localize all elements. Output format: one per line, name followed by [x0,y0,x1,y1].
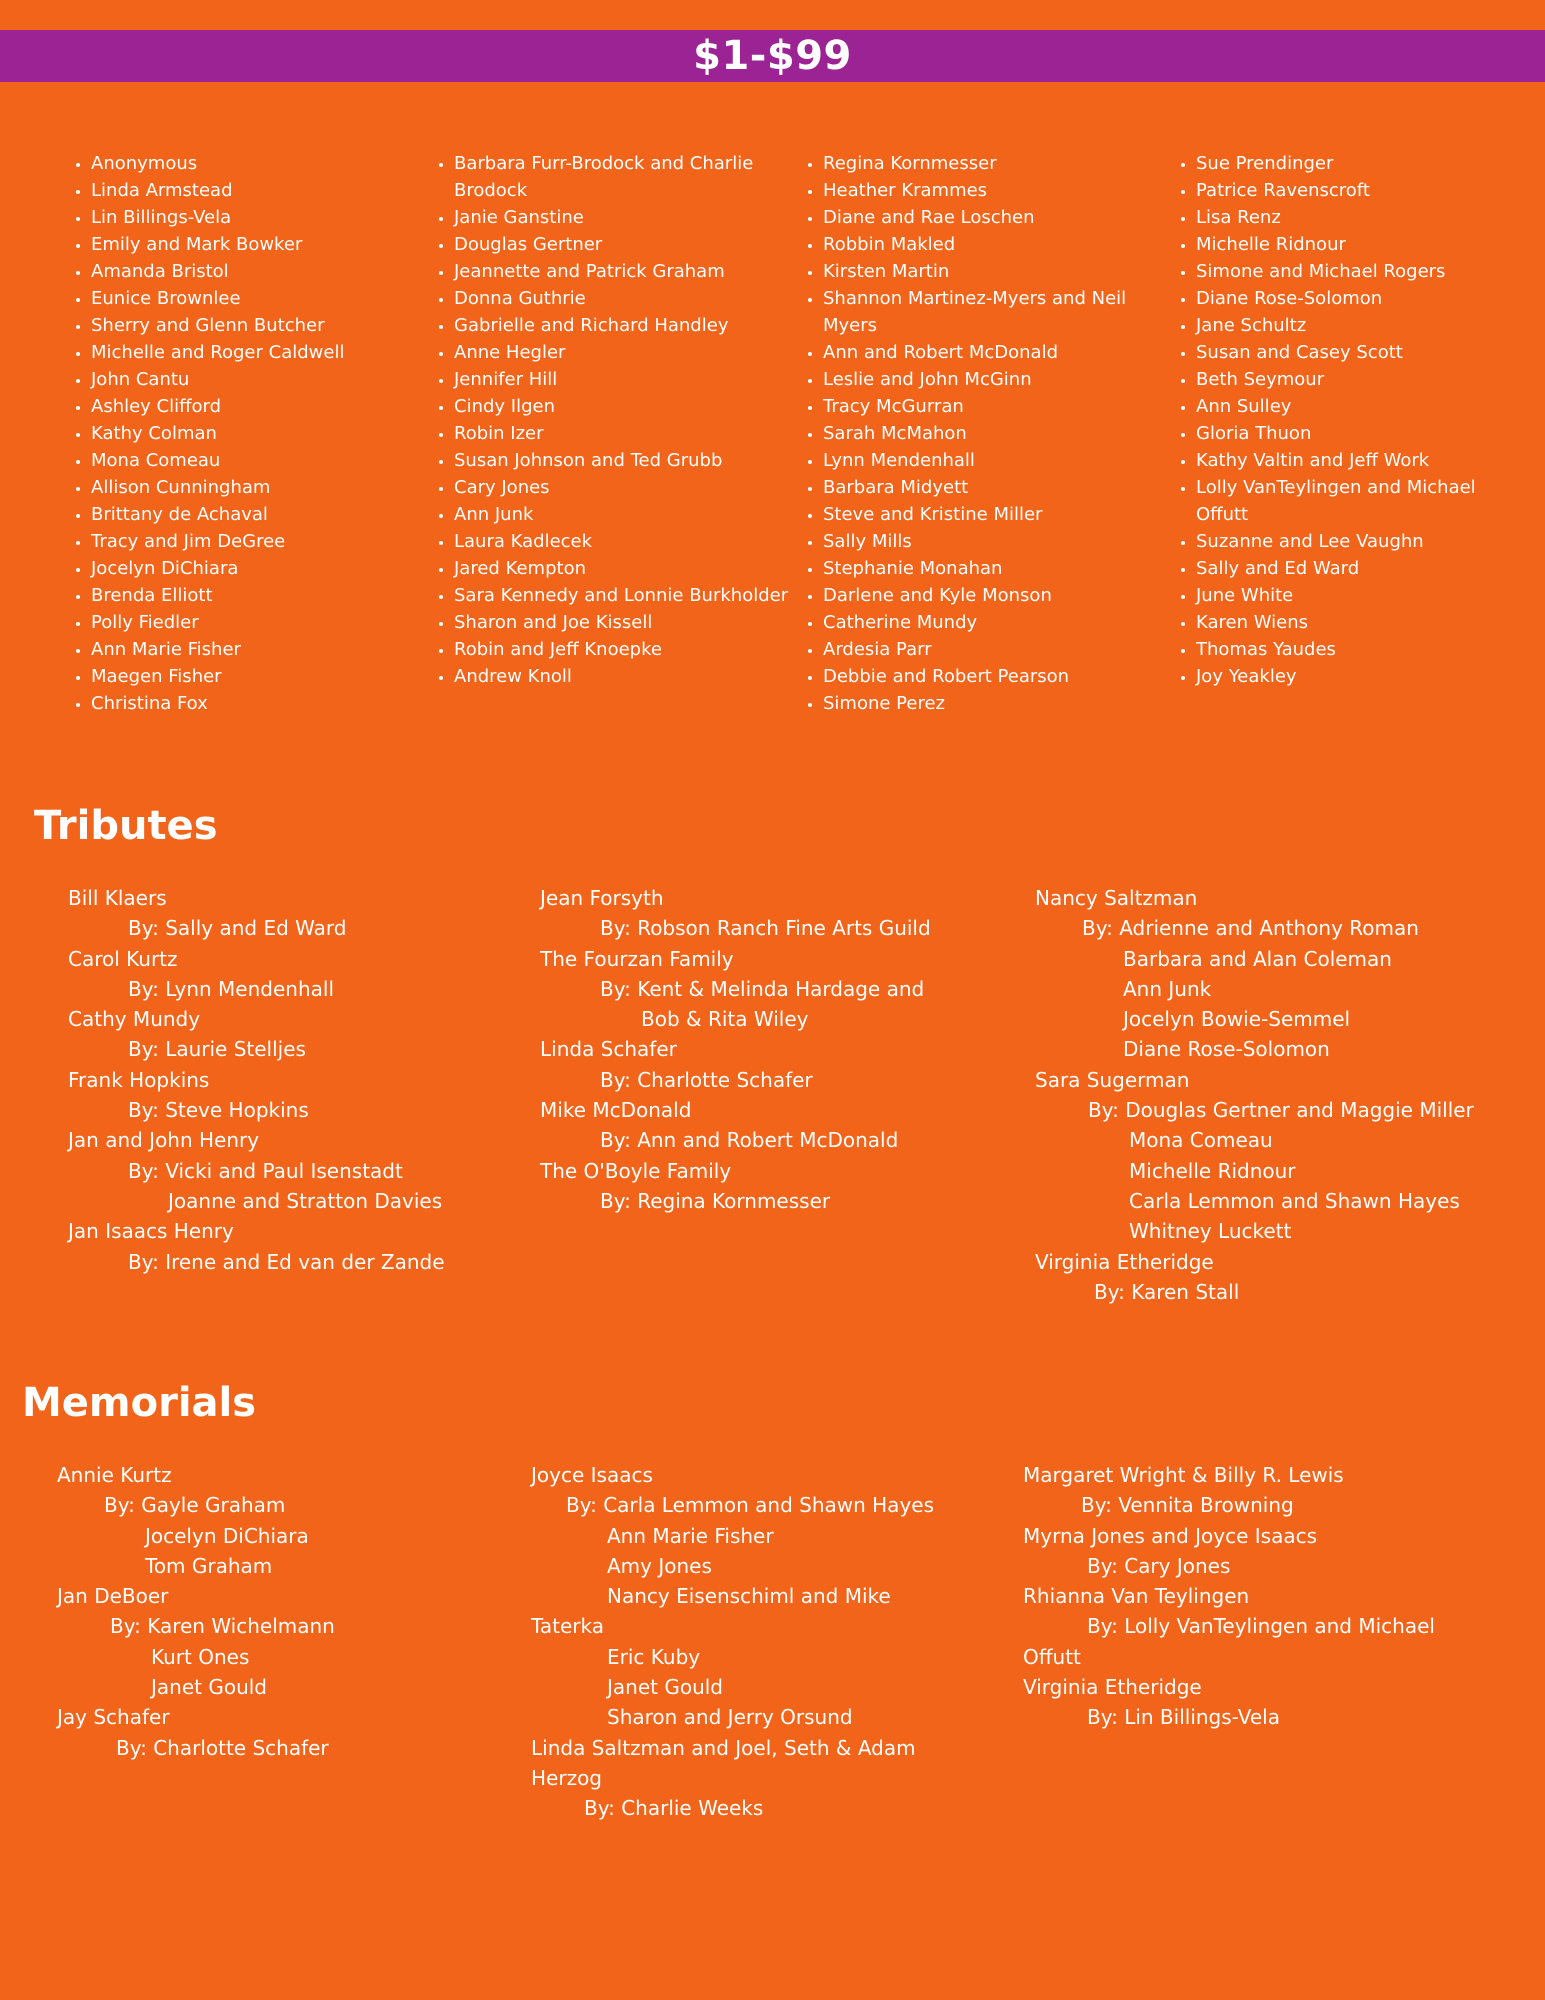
donor-credit: Ann Marie Fisher [607,1523,774,1548]
donor-name: • Cary Jones [454,474,794,501]
donor-credit: By: Adrienne and Anthony Roman [1082,916,1419,941]
honoree-name: The O'Boyle Family [540,1158,732,1183]
donor-name: • Sherry and Glenn Butcher [91,312,391,339]
donor-name: • Ann Marie Fisher [91,636,391,663]
donor-name: • Leslie and John McGinn [823,366,1168,393]
donor-credit: By: Charlotte Schafer [116,1735,329,1760]
donor-name: • Jared Kempton [454,555,794,582]
donor-credit: By: Regina Kornmesser [600,1188,831,1213]
donor-name: • Kathy Valtin and Jeff Work [1196,447,1531,474]
donor-name: • Jennifer Hill [454,366,794,393]
donor-name: • Gloria Thuon [1196,420,1531,447]
donor-credit: Jocelyn DiChiara [145,1523,309,1548]
donor-name: • Beth Seymour [1196,366,1531,393]
memorials-heading: Memorials [22,1380,257,1426]
donor-name: • Jocelyn DiChiara [91,555,391,582]
honoree-name: Nancy Saltzman [1035,886,1198,910]
honoree-name: Annie Kurtz [57,1463,172,1487]
donor-name: • Polly Fiedler [91,609,391,636]
donor-credit: Kurt Ones [151,1644,250,1669]
donor-name: • Brittany de Achaval [91,501,391,528]
donor-name: • Jeannette and Patrick Graham [454,258,794,285]
donor-name: • Tracy McGurran [823,393,1168,420]
donor-name: • Catherine Mundy [823,609,1168,636]
price-tier-banner [0,30,1545,82]
honoree-name: Jan and John Henry [68,1128,260,1153]
honoree-name: Herzog [531,1765,602,1790]
memorials-col1 [57,1460,335,1763]
donor-name: • Anonymous [91,150,391,177]
donor-name: • Barbara Furr-Brodock and Charlie Brodock [454,150,794,204]
donor-name: • Sue Prendinger [1196,150,1531,177]
donor-credit: Mona Comeau [1129,1128,1273,1153]
tributes-heading: Tributes [34,803,218,849]
donor-name: • Debbie and Robert Pearson [823,663,1168,690]
donor-name: • Susan and Casey Scott [1196,339,1531,366]
donor-credit: By: Charlie Weeks [584,1796,764,1821]
donor-credit: Ann Junk [1123,976,1212,1001]
honoree-name: Mike McDonald [540,1098,692,1123]
honoree-name: Rhianna Van Teylingen [1023,1584,1250,1609]
donor-name: • Ann Sulley [1196,393,1531,420]
honoree-name: Carol Kurtz [68,946,178,971]
memorials-col2 [531,1460,934,1824]
price-tier-title: $1-$99 [693,33,852,79]
honoree-name: Offutt [1023,1644,1081,1669]
donor-credit: Jocelyn Bowie-Semmel [1123,1007,1351,1032]
donor-name: • Lolly VanTeylingen and Michael Offutt [1196,474,1531,528]
donor-credit: By: Carla Lemmon and Shawn Hayes [566,1493,934,1518]
donor-credit: Carla Lemmon and Shawn Hayes [1129,1188,1460,1213]
donor-credit: By: Laurie Stelljes [128,1037,306,1062]
tributes-col1 [68,883,445,1277]
donor-name: • Amanda Bristol [91,258,391,285]
donor-name: • Suzanne and Lee Vaughn [1196,528,1531,555]
donor-name: • Sarah McMahon [823,420,1168,447]
donor-name: • Ann and Robert McDonald [823,339,1168,366]
donor-name: • Donna Guthrie [454,285,794,312]
donor-name: • Christina Fox [91,690,391,717]
honoree-name: Jay Schafer [57,1705,170,1730]
donor-credit: By: Cary Jones [1087,1553,1231,1578]
honoree-name: Bill Klaers [68,886,167,910]
donor-name: • Sally and Ed Ward [1196,555,1531,582]
donor-name: • Lisa Renz [1196,204,1531,231]
donor-credit: Barbara and Alan Coleman [1123,946,1392,971]
donor-name: • Simone Perez [823,690,1168,717]
donor-credit: By: Karen Wichelmann [110,1614,335,1639]
donor-list-col4 [1170,150,1531,690]
donor-name: • Andrew Knoll [454,663,794,690]
donor-credit: Whitney Luckett [1129,1219,1292,1244]
tributes-col3 [1035,883,1474,1307]
donor-name: • Jane Schultz [1196,312,1531,339]
donor-credit: Amy Jones [607,1553,712,1578]
donor-name: • Darlene and Kyle Monson [823,582,1168,609]
donor-credit: By: Sally and Ed Ward [128,916,347,941]
honoree-name: Cathy Mundy [68,1007,201,1032]
honoree-name: Linda Saltzman and Joel, Seth & Adam [531,1735,916,1760]
donor-credit: By: Robson Ranch Fine Arts Guild [600,916,931,941]
donor-name: • Emily and Mark Bowker [91,231,391,258]
donor-list-col2 [428,150,794,690]
donor-name: • Ardesia Parr [823,636,1168,663]
donor-credit: By: Steve Hopkins [128,1098,309,1123]
honoree-name: Joyce Isaacs [531,1463,653,1487]
donor-credit: By: Vennita Browning [1081,1493,1294,1518]
donor-name: • Eunice Brownlee [91,285,391,312]
honoree-name: The Fourzan Family [540,946,734,971]
donor-name: • Robin and Jeff Knoepke [454,636,794,663]
donor-name: • John Cantu [91,366,391,393]
honoree-name: Frank Hopkins [68,1067,210,1092]
donor-list-col3 [797,150,1168,717]
donor-credit: Eric Kuby [607,1644,701,1669]
honoree-name: Jan Isaacs Henry [68,1219,234,1244]
donor-name: • Lynn Mendenhall [823,447,1168,474]
donor-name: • Diane and Rae Loschen [823,204,1168,231]
donor-name: • Gabrielle and Richard Handley [454,312,794,339]
donor-name: • Stephanie Monahan [823,555,1168,582]
donor-credit: Nancy Eisenschiml and Mike [607,1584,891,1609]
donor-credit: Janet Gould [151,1675,267,1700]
donor-name: • Linda Armstead [91,177,391,204]
donor-name: • Tracy and Jim DeGree [91,528,391,555]
donor-name: • Patrice Ravenscroft [1196,177,1531,204]
tributes-col2 [540,883,931,1216]
donor-credit: By: Vicki and Paul Isenstadt [128,1158,403,1183]
donor-credit: By: Lolly VanTeylingen and Michael [1087,1614,1435,1639]
donor-credit: Janet Gould [607,1675,723,1700]
donor-name: • Sally Mills [823,528,1168,555]
donor-name: • Cindy Ilgen [454,393,794,420]
donor-credit: By: Kent & Melinda Hardage and [600,976,925,1001]
donor-name: • Steve and Kristine Miller [823,501,1168,528]
honoree-name: Margaret Wright & Billy R. Lewis [1023,1463,1344,1487]
honoree-name: Linda Schafer [540,1037,677,1062]
donor-name: • Douglas Gertner [454,231,794,258]
donor-name: • Regina Kornmesser [823,150,1168,177]
donor-name: • Ashley Clifford [91,393,391,420]
honoree-name: Taterka [531,1614,605,1639]
donor-name: • June White [1196,582,1531,609]
donor-name: • Kirsten Martin [823,258,1168,285]
donor-name: • Anne Hegler [454,339,794,366]
donor-credit: Diane Rose-Solomon [1123,1037,1330,1062]
donor-name: • Janie Ganstine [454,204,794,231]
donor-name: • Diane Rose-Solomon [1196,285,1531,312]
donor-name: • Maegen Fisher [91,663,391,690]
donor-credit: By: Ann and Robert McDonald [600,1128,899,1153]
donor-name: • Sara Kennedy and Lonnie Burkholder [454,582,794,609]
donor-credit: By: Gayle Graham [104,1493,286,1518]
donor-name: • Laura Kadlecek [454,528,794,555]
donor-name: • Lin Billings-Vela [91,204,391,231]
donor-name: • Kathy Colman [91,420,391,447]
honoree-name: Myrna Jones and Joyce Isaacs [1023,1523,1318,1548]
honoree-name: Jean Forsyth [540,886,664,910]
donor-name: • Thomas Yaudes [1196,636,1531,663]
honoree-name: Jan DeBoer [57,1584,169,1609]
donor-name: • Shannon Martinez-Myers and Neil Myers [823,285,1168,339]
donor-name: • Joy Yeakley [1196,663,1531,690]
donor-credit: Tom Graham [145,1553,273,1578]
honoree-name: Virginia Etheridge [1023,1675,1202,1700]
donor-name: • Heather Krammes [823,177,1168,204]
donor-name: • Robbin Makled [823,231,1168,258]
donor-credit: Sharon and Jerry Orsund [607,1705,853,1730]
donor-name: • Brenda Elliott [91,582,391,609]
donor-credit: Michelle Ridnour [1129,1158,1296,1183]
donor-name: • Barbara Midyett [823,474,1168,501]
donor-credit: By: Karen Stall [1094,1279,1240,1304]
donor-credit: By: Irene and Ed van der Zande [128,1249,445,1274]
honoree-name: Virginia Etheridge [1035,1249,1214,1274]
donor-name: • Michelle and Roger Caldwell [91,339,391,366]
donor-credit: Joanne and Stratton Davies [168,1188,443,1213]
donor-credit: By: Lin Billings-Vela [1087,1705,1280,1730]
donor-list-col1 [65,150,391,717]
donor-name: • Susan Johnson and Ted Grubb [454,447,794,474]
donor-credit: By: Charlotte Schafer [600,1067,813,1092]
donor-credit: Bob & Rita Wiley [641,1007,809,1032]
donor-credit: By: Douglas Gertner and Maggie Miller [1088,1098,1474,1123]
donor-name: • Michelle Ridnour [1196,231,1531,258]
donor-name: • Mona Comeau [91,447,391,474]
memorials-col3 [1023,1460,1435,1733]
donor-name: • Sharon and Joe Kissell [454,609,794,636]
donor-credit: By: Lynn Mendenhall [128,976,335,1001]
donor-name: • Ann Junk [454,501,794,528]
donor-name: • Karen Wiens [1196,609,1531,636]
donor-name: • Simone and Michael Rogers [1196,258,1531,285]
honoree-name: Sara Sugerman [1035,1067,1190,1092]
donor-name: • Robin Izer [454,420,794,447]
donor-name: • Allison Cunningham [91,474,391,501]
